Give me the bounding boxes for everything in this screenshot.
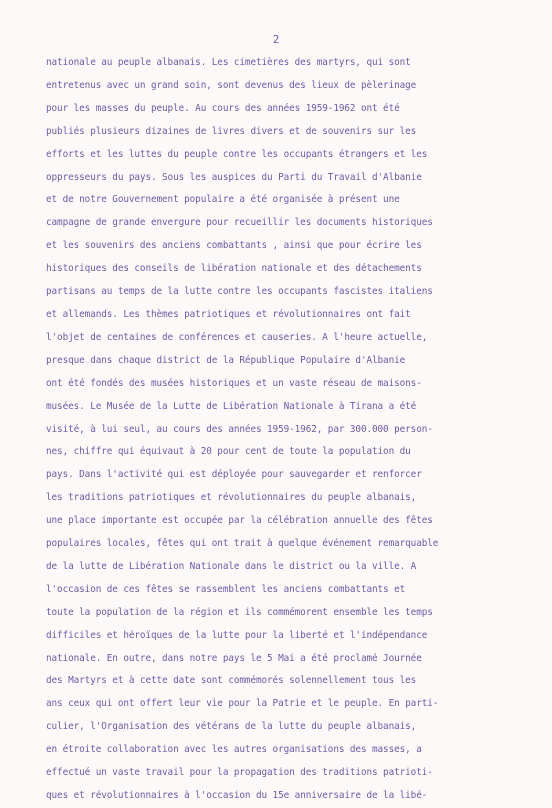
text-line: toute la population de la région et ils commémorent ensemble les temps (46, 606, 433, 618)
text-line: entretenus avec un grand soin, sont devenus des lieux de pèlerinage (46, 79, 417, 91)
text-line: populaires locales, fêtes qui ont trait à quelque événement remarquable (46, 538, 439, 550)
text-line: et de notre Gouvernement populaire a été organisée à présent une (46, 194, 400, 206)
text-line: pour les masses du peuple. Au cours des années 1959-1962 ont été (46, 102, 400, 114)
text-line: musées. Le Musée de la Lutte de Libération Nationale à Tirana a été (46, 400, 417, 412)
text-line: nationale. En outre, dans notre pays le 5 Mai a été proclamé Journée (46, 652, 422, 664)
text-line: de la lutte de Libération Nationale dans le district ou la ville. A (46, 560, 417, 572)
text-line: campagne de grande envergure pour recueillir les documents historiques (46, 217, 433, 229)
text-line: et les souvenirs des anciens combattants , ainsi que pour écrire les (46, 240, 422, 252)
text-line: et allemands. Les thèmes patriotiques et révolutionnaires ont fait (46, 308, 411, 320)
text-line: partisans au temps de la lutte contre les occupants fascistes italiens (46, 286, 433, 298)
text-line: oppresseurs du pays. Sous les auspices du Parti du Travail d'Albanie (46, 171, 422, 183)
text-line: ont été fondés des musées historiques et un vaste réseau de maisons- (46, 377, 422, 389)
text-line: pays. Dans l'activité qui est déployée pour sauvegarder et renforcer (46, 469, 422, 481)
text-line: nationale au peuple albanais. Les cimetières des martyrs, qui sont (46, 57, 411, 68)
text-line: l'occasion de ces fêtes se rassemblent les anciens combattants et (46, 583, 406, 595)
text-line: nes, chiffre qui équivaut à 20 pour cent de toute la population du (46, 446, 411, 458)
text-line: difficiles et héroïques de la lutte pour la liberté et l'indépendance (46, 629, 428, 641)
text-line: historiques des conseils de libération nationale et des détachements (46, 263, 422, 275)
text-line: effectué un vaste travail pour la propagation des traditions patrioti- (46, 767, 433, 779)
text-line: des Martyrs et à cette date sont commémorés solennellement tous les (46, 675, 417, 687)
text-line: les traditions patriotiques et révolutionnaires du peuple albanais, (46, 492, 417, 504)
text-line: l'objet de centaines de conférences et causeries. A l'heure actuelle, (46, 331, 428, 343)
text-line: une place importante est occupée par la célébration annuelle des fêtes (46, 515, 433, 527)
text-line: culier, l'Organisation des vétérans de la lutte du peuple albanais, (46, 721, 417, 733)
text-line: ans ceux qui ont offert leur vie pour la Patrie et le peuple. En parti- (46, 698, 439, 710)
text-line: ques et révolutionnaires à l'occasion du 15e anniversaire de la libé- (46, 790, 428, 801)
text-line: efforts et les luttes du peuple contre les occupants étrangers et les (46, 148, 428, 160)
text-line: visité, à lui seul, au cours des années 1959-1962, par 300.000 person- (46, 423, 433, 435)
text-line: en étroite collaboration avec les autres organisations des masses, a (46, 744, 422, 756)
page-number: 2 (272, 33, 280, 46)
text-line: publiés plusieurs dizaines de livres divers et de souvenirs sur les (46, 125, 417, 137)
text-line: presque dans chaque district de la République Populaire d'Albanie (46, 354, 406, 366)
body-text (46, 52, 526, 808)
